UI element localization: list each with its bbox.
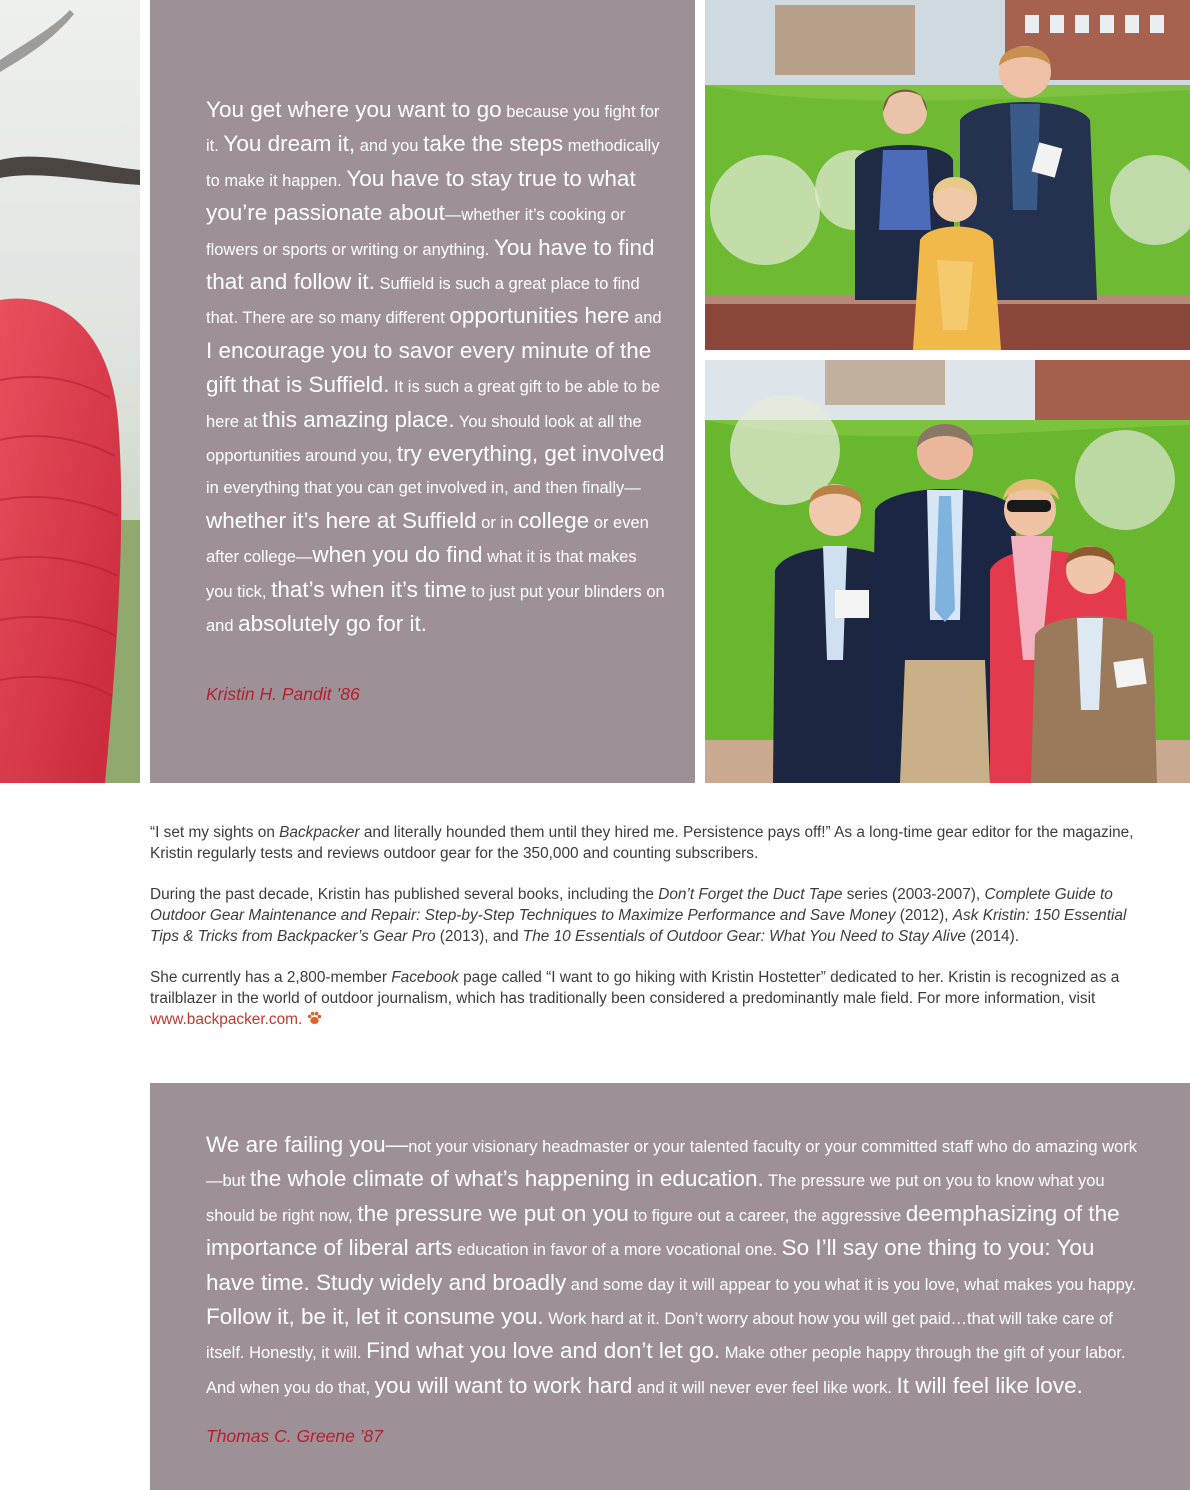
quote-segment: or even after college— — [206, 513, 649, 567]
quote-segment: deemphasizing of the importance of liberal arts — [206, 1200, 1120, 1261]
quote-segment: So I’ll say one thing to you: You have time. Study widely and broadly — [206, 1235, 1095, 1295]
quote-segment: You get where you want to go — [206, 97, 502, 122]
quote-attribution: Thomas C. Greene ’87 — [206, 1426, 384, 1446]
quote-segment: education in favor of a more vocational one. — [452, 1241, 782, 1260]
quote-segment: Find what you love and don’t let go. — [366, 1338, 721, 1364]
quote-segment: take the steps — [423, 131, 564, 157]
quote-segment: that’s when it’s time — [271, 576, 467, 602]
quote-segment: what it is that makes you tick, — [206, 548, 637, 601]
quote-segment: methodically to make it happen. — [206, 137, 660, 190]
quote-segment: It will feel like love. — [896, 1372, 1083, 1398]
article-paragraph: During the past decade, Kristin has published several books, including the Don’t Forget the Duct Tape series (2003-2007), Complete Guide to Outdoor Gear Maintenance and Repair: Step-by-Step Techniques to Maximize Performance and Save Money (2012), Ask Kristin: 150 Essential Tips & Tricks from Backpacker’s Gear Pro (2013), and The 10 Essentials of Outdoor Gear: What You Need to Stay Alive (2014). — [150, 886, 1127, 945]
photo-left-crop — [0, 0, 140, 783]
backpacker-link[interactable]: www.backpacker.com. — [150, 1011, 303, 1028]
quote-segment: when you do find — [312, 542, 483, 568]
photo-family-four — [705, 360, 1190, 783]
article-paragraph: “I set my sights on Backpacker and literally hounded them until they hired me. Persistence pays off!” As a long-time gear editor for the magazine, Kristin regularly tests and reviews outdoor gear for the 350,000 and counting subscribers. — [150, 824, 1134, 862]
quote-segment: We are failing you— — [206, 1132, 409, 1157]
quote-segment: to just put your blinders on and — [206, 582, 665, 636]
quote-panel-top — [150, 0, 695, 783]
quote-segment: Follow it, be it, let it consume you. — [206, 1304, 544, 1330]
quote-segment: and some day it will appear to you what it is you love, what makes you happy. — [566, 1275, 1137, 1294]
quote-segment: the whole climate of what’s happening in education. — [250, 1166, 764, 1192]
quote-segment: because you fight for it. — [206, 103, 660, 156]
quote-segment: opportunities here — [449, 303, 630, 329]
quote-segment: this amazing place. — [261, 406, 455, 432]
quote-segment: or in — [476, 513, 518, 532]
quote-segment: You have to find that and follow it. — [206, 234, 655, 295]
quote-segment: You have to stay true to what you’re passionate about — [206, 165, 636, 226]
quote-segment: college — [517, 507, 590, 533]
quote-segment: The pressure we put on you to know what you should be right now, — [206, 1172, 1105, 1225]
quote-segment: whether it’s here at Suffield — [206, 507, 477, 533]
quote-segment: try everything, get involved — [396, 441, 665, 467]
article-body — [150, 822, 1140, 1052]
quote-segment: Suffield is such a great place to find that. There are so many different — [206, 275, 640, 328]
quote-segment: and it will never ever feel like work. — [632, 1378, 897, 1397]
quote-segment: It is such a great gift to be able to be here at — [206, 378, 661, 431]
quote-segment: —whether it’s cooking or flowers or sports or writing or anything. — [206, 206, 626, 259]
quote-segment: not your visionary headmaster or your talented faculty or your committed staff who do amazing work—but — [206, 1138, 1137, 1191]
quote-segment: I encourage you to savor every minute of the gift that is Suffield. — [206, 337, 652, 398]
pull-quote-text — [206, 94, 666, 643]
photo-family-three — [705, 0, 1190, 350]
pull-quote-text — [206, 1129, 1146, 1404]
quote-panel-bottom — [150, 1083, 1190, 1490]
quote-segment: the pressure we put on you — [357, 1200, 629, 1226]
quote-segment: to figure out a career, the aggressive — [628, 1206, 906, 1225]
quote-segment: You dream it, — [223, 131, 356, 157]
quote-attribution: Kristin H. Pandit ’86 — [206, 684, 360, 704]
article-paragraph: She currently has a 2,800-member Facebook page called “I want to go hiking with Kristin Hostetter” dedicated to her. Kristin is recognized as a trailblazer in the world of outdoor journalism, which has traditionally been considered a predominantly male field. For more information, visit www.backpacker.com. — [150, 967, 1140, 1032]
quote-segment: you will want to work hard — [374, 1372, 633, 1398]
quote-segment: Make other people happy through the gift of your labor. And when you do that, — [206, 1344, 1126, 1397]
quote-segment: in everything that you can get involved in, and then finally— — [206, 479, 641, 498]
quote-segment: Work hard at it. Don’t worry about how you will get paid…that will take care of itself. Honestly, it will. — [206, 1310, 1113, 1363]
quote-segment: and — [629, 309, 662, 328]
quote-segment: absolutely go for it. — [238, 611, 427, 637]
paw-print-icon — [306, 1010, 322, 1032]
quote-segment: You should look at all the opportunities around you, — [206, 412, 642, 466]
quote-segment: and you — [355, 137, 424, 156]
